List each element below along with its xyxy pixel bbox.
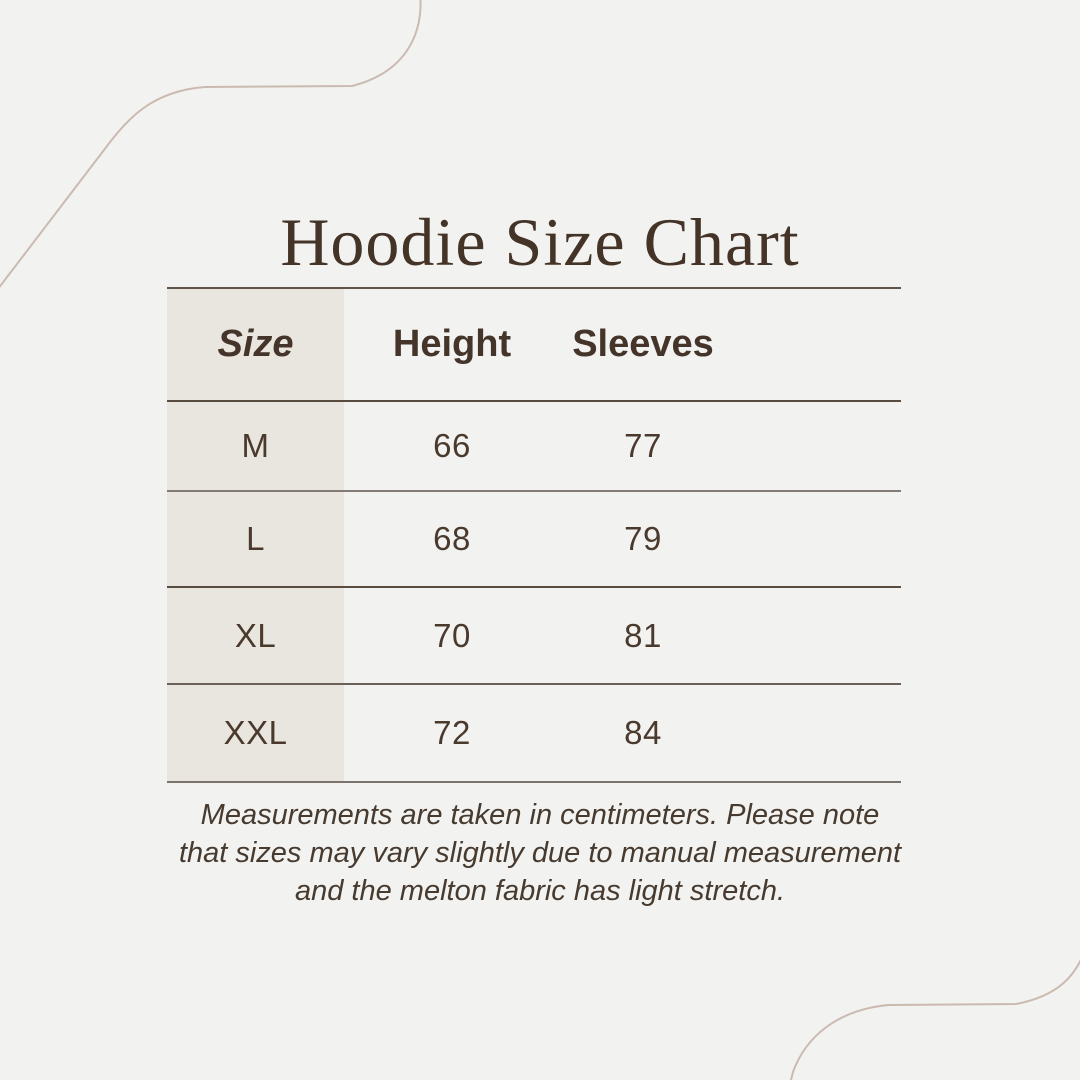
row-spacer — [726, 685, 901, 781]
size-cell: M — [167, 402, 344, 490]
size-cell: L — [167, 492, 344, 586]
page-title: Hoodie Size Chart — [280, 204, 800, 280]
measurement-note-line: and the melton fabric has light stretch. — [294, 875, 786, 907]
measurement-note-line: that sizes may vary slightly due to manual measurement — [178, 837, 902, 869]
row-spacer — [726, 402, 901, 490]
column-header-height: Height — [392, 323, 512, 365]
height-cell: 72 — [433, 714, 471, 751]
measurement-note — [0, 796, 1080, 910]
sleeves-cell: 79 — [624, 520, 662, 557]
size-cell: XXL — [167, 685, 344, 781]
height-cell: 66 — [433, 427, 471, 464]
table-row — [167, 685, 901, 783]
height-cell: 70 — [433, 616, 471, 654]
column-header-size: Size — [167, 289, 344, 400]
table-row — [167, 588, 901, 685]
size-table — [167, 287, 901, 783]
size-cell: XL — [167, 588, 344, 683]
row-spacer — [726, 492, 901, 586]
table-row — [167, 492, 901, 588]
sleeves-cell: 84 — [624, 714, 662, 751]
measurement-note-line: Measurements are taken in centimeters. Please note — [200, 799, 880, 831]
row-spacer — [726, 588, 901, 683]
height-cell: 68 — [433, 520, 471, 557]
decorative-curve-bottom-right — [788, 948, 1080, 1080]
sleeves-cell: 81 — [624, 616, 662, 654]
sleeves-cell: 77 — [624, 427, 662, 464]
column-header-sleeves: Sleeves — [572, 323, 714, 365]
table-header-row — [167, 287, 901, 402]
table-row — [167, 402, 901, 492]
column-header-spacer — [726, 289, 901, 400]
